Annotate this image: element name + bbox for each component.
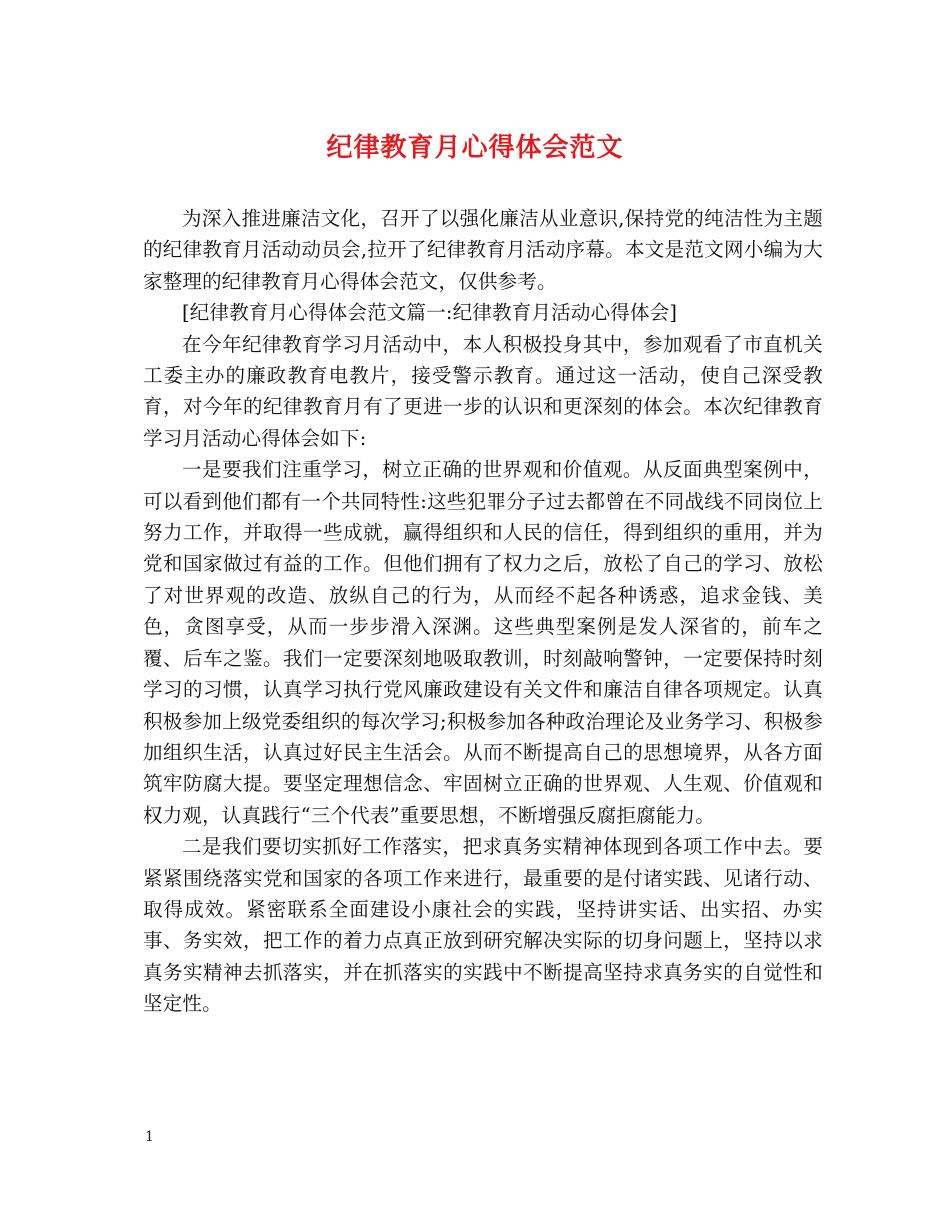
paragraph-point-one: 一是要我们注重学习，树立正确的世界观和价值观。从反面典型案例中，可以看到他们都有一个共同特性:这些犯罪分子过去都曾在不同战线不同岗位上努力工作，并取得一些成就，赢得组织和人民的信任，得到组织的重用，并为党和国家做过有益的工作。但他们拥有了权力之后，放松了自己的学习、放松了对世界观的改造、放纵自己的行为，从而经不起各种诱惑，追求金钱、美色，贪图享受，从而一步步滑入深渊。这些典型案例是发人深省的，前车之覆、后车之鉴。我们一定要深刻地吸取教训，时刻敲响警钟，一定要保持时刻学习的习惯，认真学习执行党风廉政建设有关文件和廉洁自律各项规定。认真积极参加上级党委组织的每次学习;积极参加各种政治理论及业务学习、积极参加组织生活，认真过好民主生活会。从而不断提高自己的思想境界，从各方面筑牢防腐大提。要坚定理想信念、牢固树立正确的世界观、人生观、价值观和权力观，认真践行“三个代表”重要思想，不断增强反腐拒腐能力。 <box>143 458 823 827</box>
document-title: 纪律教育月心得体会范文 <box>326 133 624 163</box>
paragraph-intro: 为深入推进廉洁文化，召开了以强化廉洁从业意识,保持党的纯洁性为主题的纪律教育月活动动员会,拉开了纪律教育月活动序幕。本文是范文网小编为大家整理的纪律教育月心得体会范文，仅供参考。 <box>143 207 823 293</box>
paragraph-section-heading: [纪律教育月心得体会范文篇一:纪律教育月活动心得体会] <box>182 301 678 325</box>
document-body <box>143 203 823 1020</box>
page-number: 1 <box>145 1129 154 1145</box>
paragraph-point-two: 二是我们要切实抓好工作落实，把求真务实精神体现到各项工作中去。要紧紧围绕落实党和国家的各项工作来进行，最重要的是付诸实践、见诸行动、取得成效。紧密联系全面建设小康社会的实践，坚持讲实话、出实招、办实事、务实效，把工作的着力点真正放到研究解决实际的切身问题上，坚持以求真务实精神去抓落实，并在抓落实的实践中不断提高坚持求真务实的自觉性和坚定性。 <box>143 835 823 1016</box>
paragraph-activity: 在今年纪律教育学习月活动中，本人积极投身其中，参加观看了市直机关工委主办的廉政教育电教片，接受警示教育。通过这一活动，使自己深受教育，对今年的纪律教育月有了更进一步的认识和更深刻的体会。本次纪律教育学习月活动心得体会如下: <box>143 332 823 450</box>
